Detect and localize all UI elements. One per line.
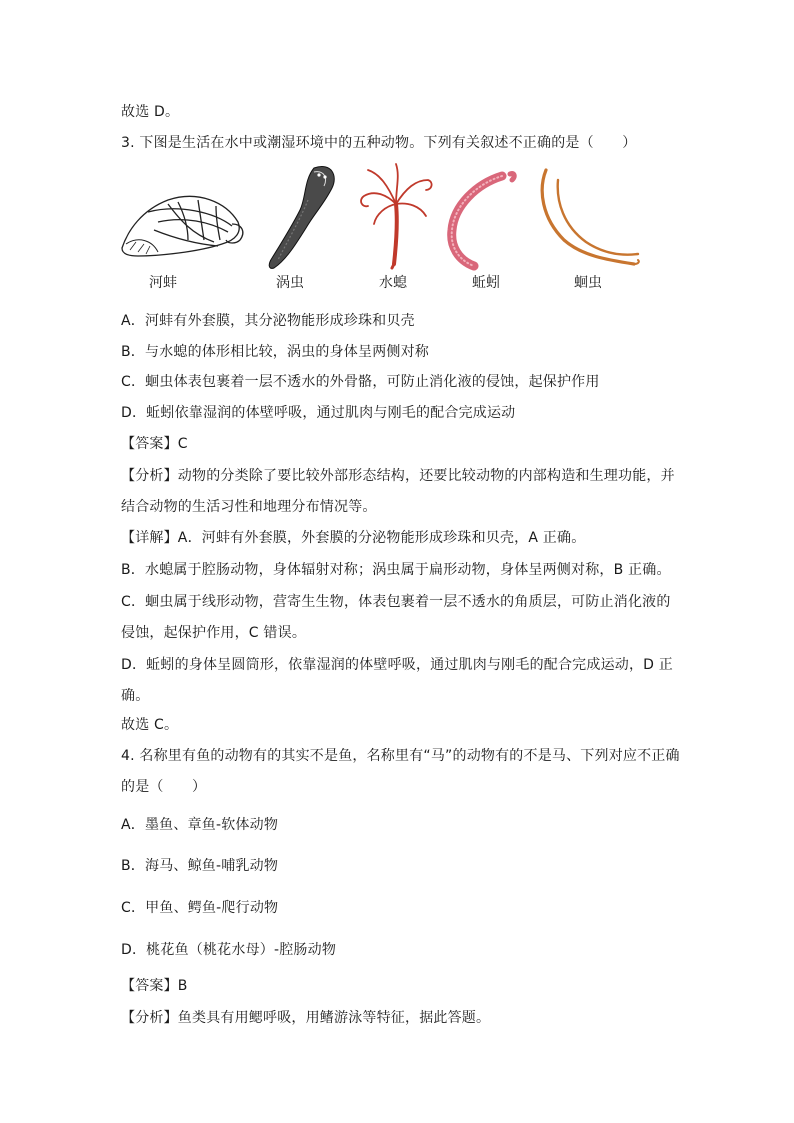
- animals-illustration: [118, 160, 648, 272]
- analysis-line: 【分析】动物的分类除了要比较外部形态结构，还要比较动物的内部构造和生理功能，并: [121, 468, 675, 484]
- question-4-stem: 4. 名称里有鱼的动物有的其实不是鱼，名称里有“马”的动物有的不是马、下列对应不正确: [121, 748, 680, 764]
- detail-line: 侵蚀，起保护作用，C 错误。: [121, 625, 307, 641]
- roundworm-drawing: [542, 170, 639, 264]
- option-b: B．海马、鲸鱼-哺乳动物: [121, 858, 279, 874]
- option-c: C．甲鱼、鳄鱼-爬行动物: [121, 900, 279, 916]
- detail-line: 确。: [121, 688, 150, 704]
- answer-line: 【答案】C: [121, 436, 188, 452]
- answer-line: 【答案】B: [121, 978, 188, 994]
- figure-label-earthworm: 蚯蚓: [472, 275, 500, 291]
- option-b: B．与水螅的体形相比较，涡虫的身体呈两侧对称: [121, 344, 430, 360]
- option-a: A．墨鱼、章鱼-软体动物: [121, 817, 279, 833]
- conclusion-line: 故选 C。: [121, 717, 179, 733]
- analysis-line: 【分析】鱼类具有用鳃呼吸，用鳍游泳等特征，据此答题。: [121, 1010, 491, 1026]
- earthworm-drawing: [452, 173, 514, 266]
- text-line: 故选 D。: [121, 104, 180, 120]
- detail-line: 【详解】A．河蚌有外套膜，外套膜的分泌物能形成珍珠和贝壳，A 正确。: [121, 530, 586, 546]
- option-d: D．桃花鱼（桃花水母）-腔肠动物: [121, 942, 337, 958]
- option-a: A．河蚌有外套膜，其分泌物能形成珍珠和贝壳: [121, 313, 415, 329]
- hydra-drawing: [361, 164, 432, 268]
- detail-line: C．蛔虫属于线形动物，营寄生生物，体表包裹着一层不透水的角质层，可防止消化液的: [121, 594, 671, 610]
- figure-label-planarian: 涡虫: [276, 275, 304, 291]
- option-c: C．蛔虫体表包裹着一层不透水的外骨骼，可防止消化液的侵蚀，起保护作用: [121, 374, 600, 390]
- figure-label-hydra: 水螅: [379, 275, 407, 291]
- detail-line: D．蚯蚓的身体呈圆筒形，依靠湿润的体壁呼吸，通过肌肉与刚毛的配合完成运动，D 正: [121, 657, 674, 673]
- detail-line: B．水螅属于腔肠动物，身体辐射对称；涡虫属于扁形动物，身体呈两侧对称，B 正确。: [121, 562, 671, 578]
- animals-figure: [118, 160, 648, 300]
- planarian-drawing: [269, 167, 334, 269]
- mussel-drawing: [122, 196, 243, 256]
- question-3-stem: 3. 下图是生活在水中或潮湿环境中的五种动物。下列有关叙述不正确的是（ ）: [121, 135, 637, 151]
- figure-label-mussel: 河蚌: [149, 275, 177, 291]
- figure-label-roundworm: 蛔虫: [574, 275, 602, 291]
- option-d: D．蚯蚓依靠湿润的体壁呼吸，通过肌肉与刚毛的配合完成运动: [121, 405, 516, 421]
- analysis-line: 结合动物的生活习性和地理分布情况等。: [121, 499, 377, 515]
- question-4-stem: 的是（ ）: [121, 779, 207, 795]
